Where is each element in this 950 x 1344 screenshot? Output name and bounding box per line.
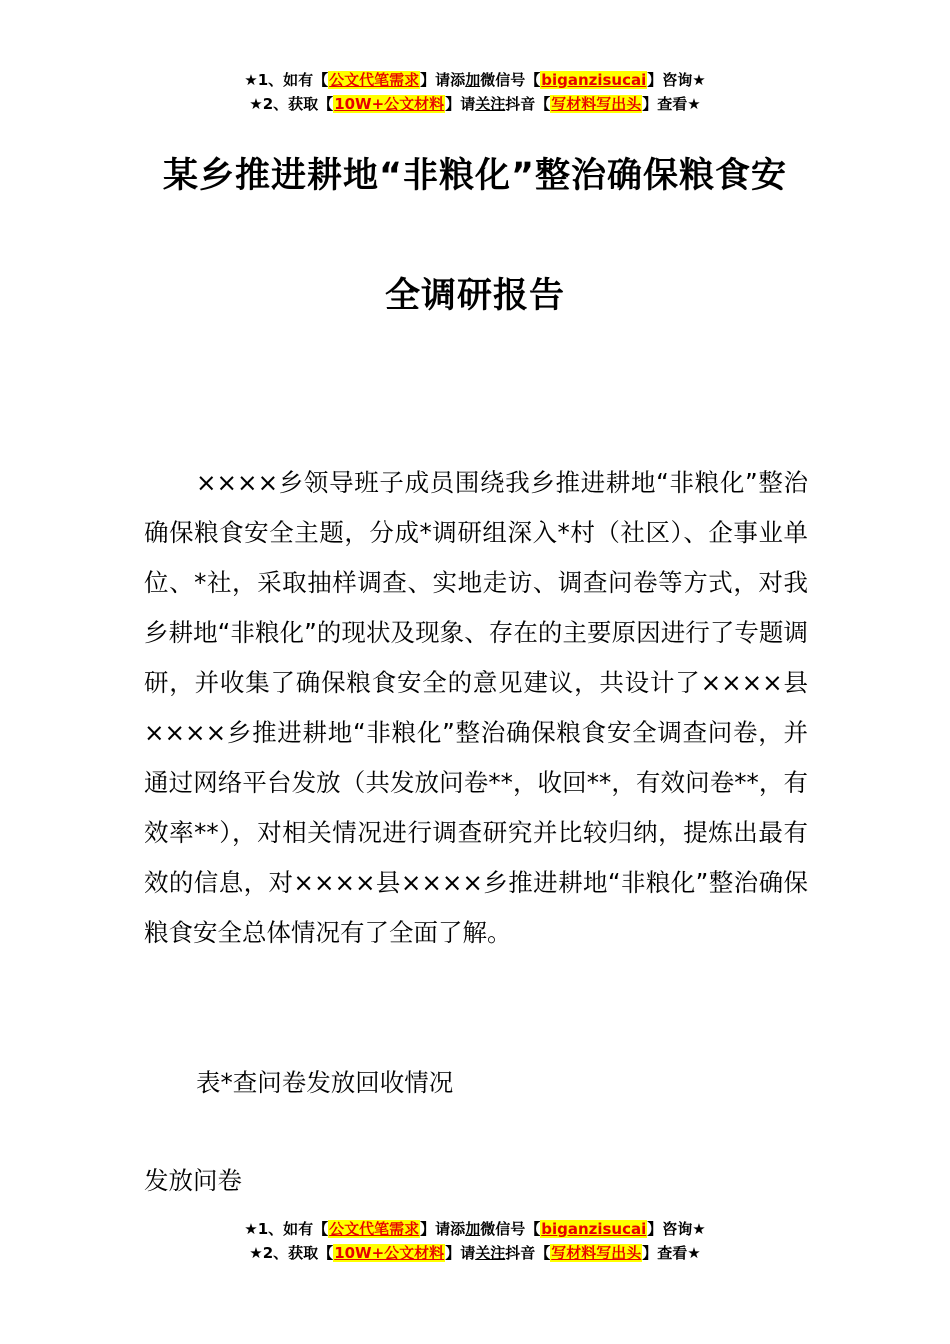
table-caption: 表*查问卷发放回收情况 [196, 1068, 454, 1097]
banner-highlight: biganzisucai [541, 1220, 647, 1238]
banner-line-1 [0, 68, 950, 92]
banner-highlight: biganzisucai [541, 71, 647, 89]
banner-text: 】查看★ [642, 1244, 701, 1262]
banner-text: 微信号【 [480, 1220, 541, 1238]
banner-text: 】请 [445, 95, 476, 113]
body-paragraph: ××××乡领导班子成员围绕我乡推进耕地“非粮化”整治确保粮食安全主题，分成*调研组深入*村（社区）、企事业单位、*社，采取抽样调查、实地走访、调查问卷等方式，对我乡耕地“非粮化”的现状及现象、存在的主要原因进行了专题调研，并收集了确保粮食安全的意见建议，共设计了××××县××××乡推进耕地“非粮化”整治确保粮食安全调查问卷，并通过网络平台发放（共发放问卷**，收回**，有效问卷**，有效率**），对相关情况进行调查研究并比较归纳，提炼出最有效的信息，对××××县××××乡推进耕地“非粮化”整治确保粮食安全总体情况有了全面了解。 [144, 468, 808, 947]
banner-text: 】咨询★ [647, 1220, 706, 1238]
banner-text: 】请添 [420, 71, 466, 89]
banner-highlight: 10W+公文材料 [334, 95, 445, 113]
banner-highlight: 公文代笔需求 [329, 71, 420, 89]
banner-text: ★1、如有【 [244, 71, 329, 89]
banner-highlight: 公文代笔需求 [329, 1220, 420, 1238]
banner-highlight: 写材料写出头 [551, 1244, 642, 1262]
banner-emphasis: 加 [465, 1220, 481, 1238]
document-title-line-1: 某乡推进耕地“非粮化”整治确保粮食安 [162, 156, 787, 196]
banner-text: 】请添 [420, 1220, 466, 1238]
banner-emphasis: 关注 [475, 95, 506, 113]
banner-text: ★2、获取【 [249, 1244, 334, 1262]
footer-banner [0, 1217, 950, 1265]
document-title-line-2: 全调研报告 [384, 276, 565, 316]
banner-highlight: 写材料写出头 [551, 95, 642, 113]
banner-text: ★2、获取【 [249, 95, 334, 113]
banner-line-2 [0, 92, 950, 116]
banner-text: 】咨询★ [647, 71, 706, 89]
table-header-issued: 发放问卷 [144, 1166, 242, 1195]
banner-emphasis: 加 [465, 71, 481, 89]
banner-text: 抖音【 [505, 1244, 551, 1262]
banner-text: 微信号【 [480, 71, 541, 89]
banner-highlight: 10W+公文材料 [334, 1244, 445, 1262]
banner-line-2 [0, 1241, 950, 1265]
banner-text: 】查看★ [642, 95, 701, 113]
banner-line-1 [0, 1217, 950, 1241]
banner-text: ★1、如有【 [244, 1220, 329, 1238]
header-banner [0, 68, 950, 116]
banner-text: 】请 [445, 1244, 476, 1262]
banner-emphasis: 关注 [475, 1244, 506, 1262]
banner-text: 抖音【 [505, 95, 551, 113]
